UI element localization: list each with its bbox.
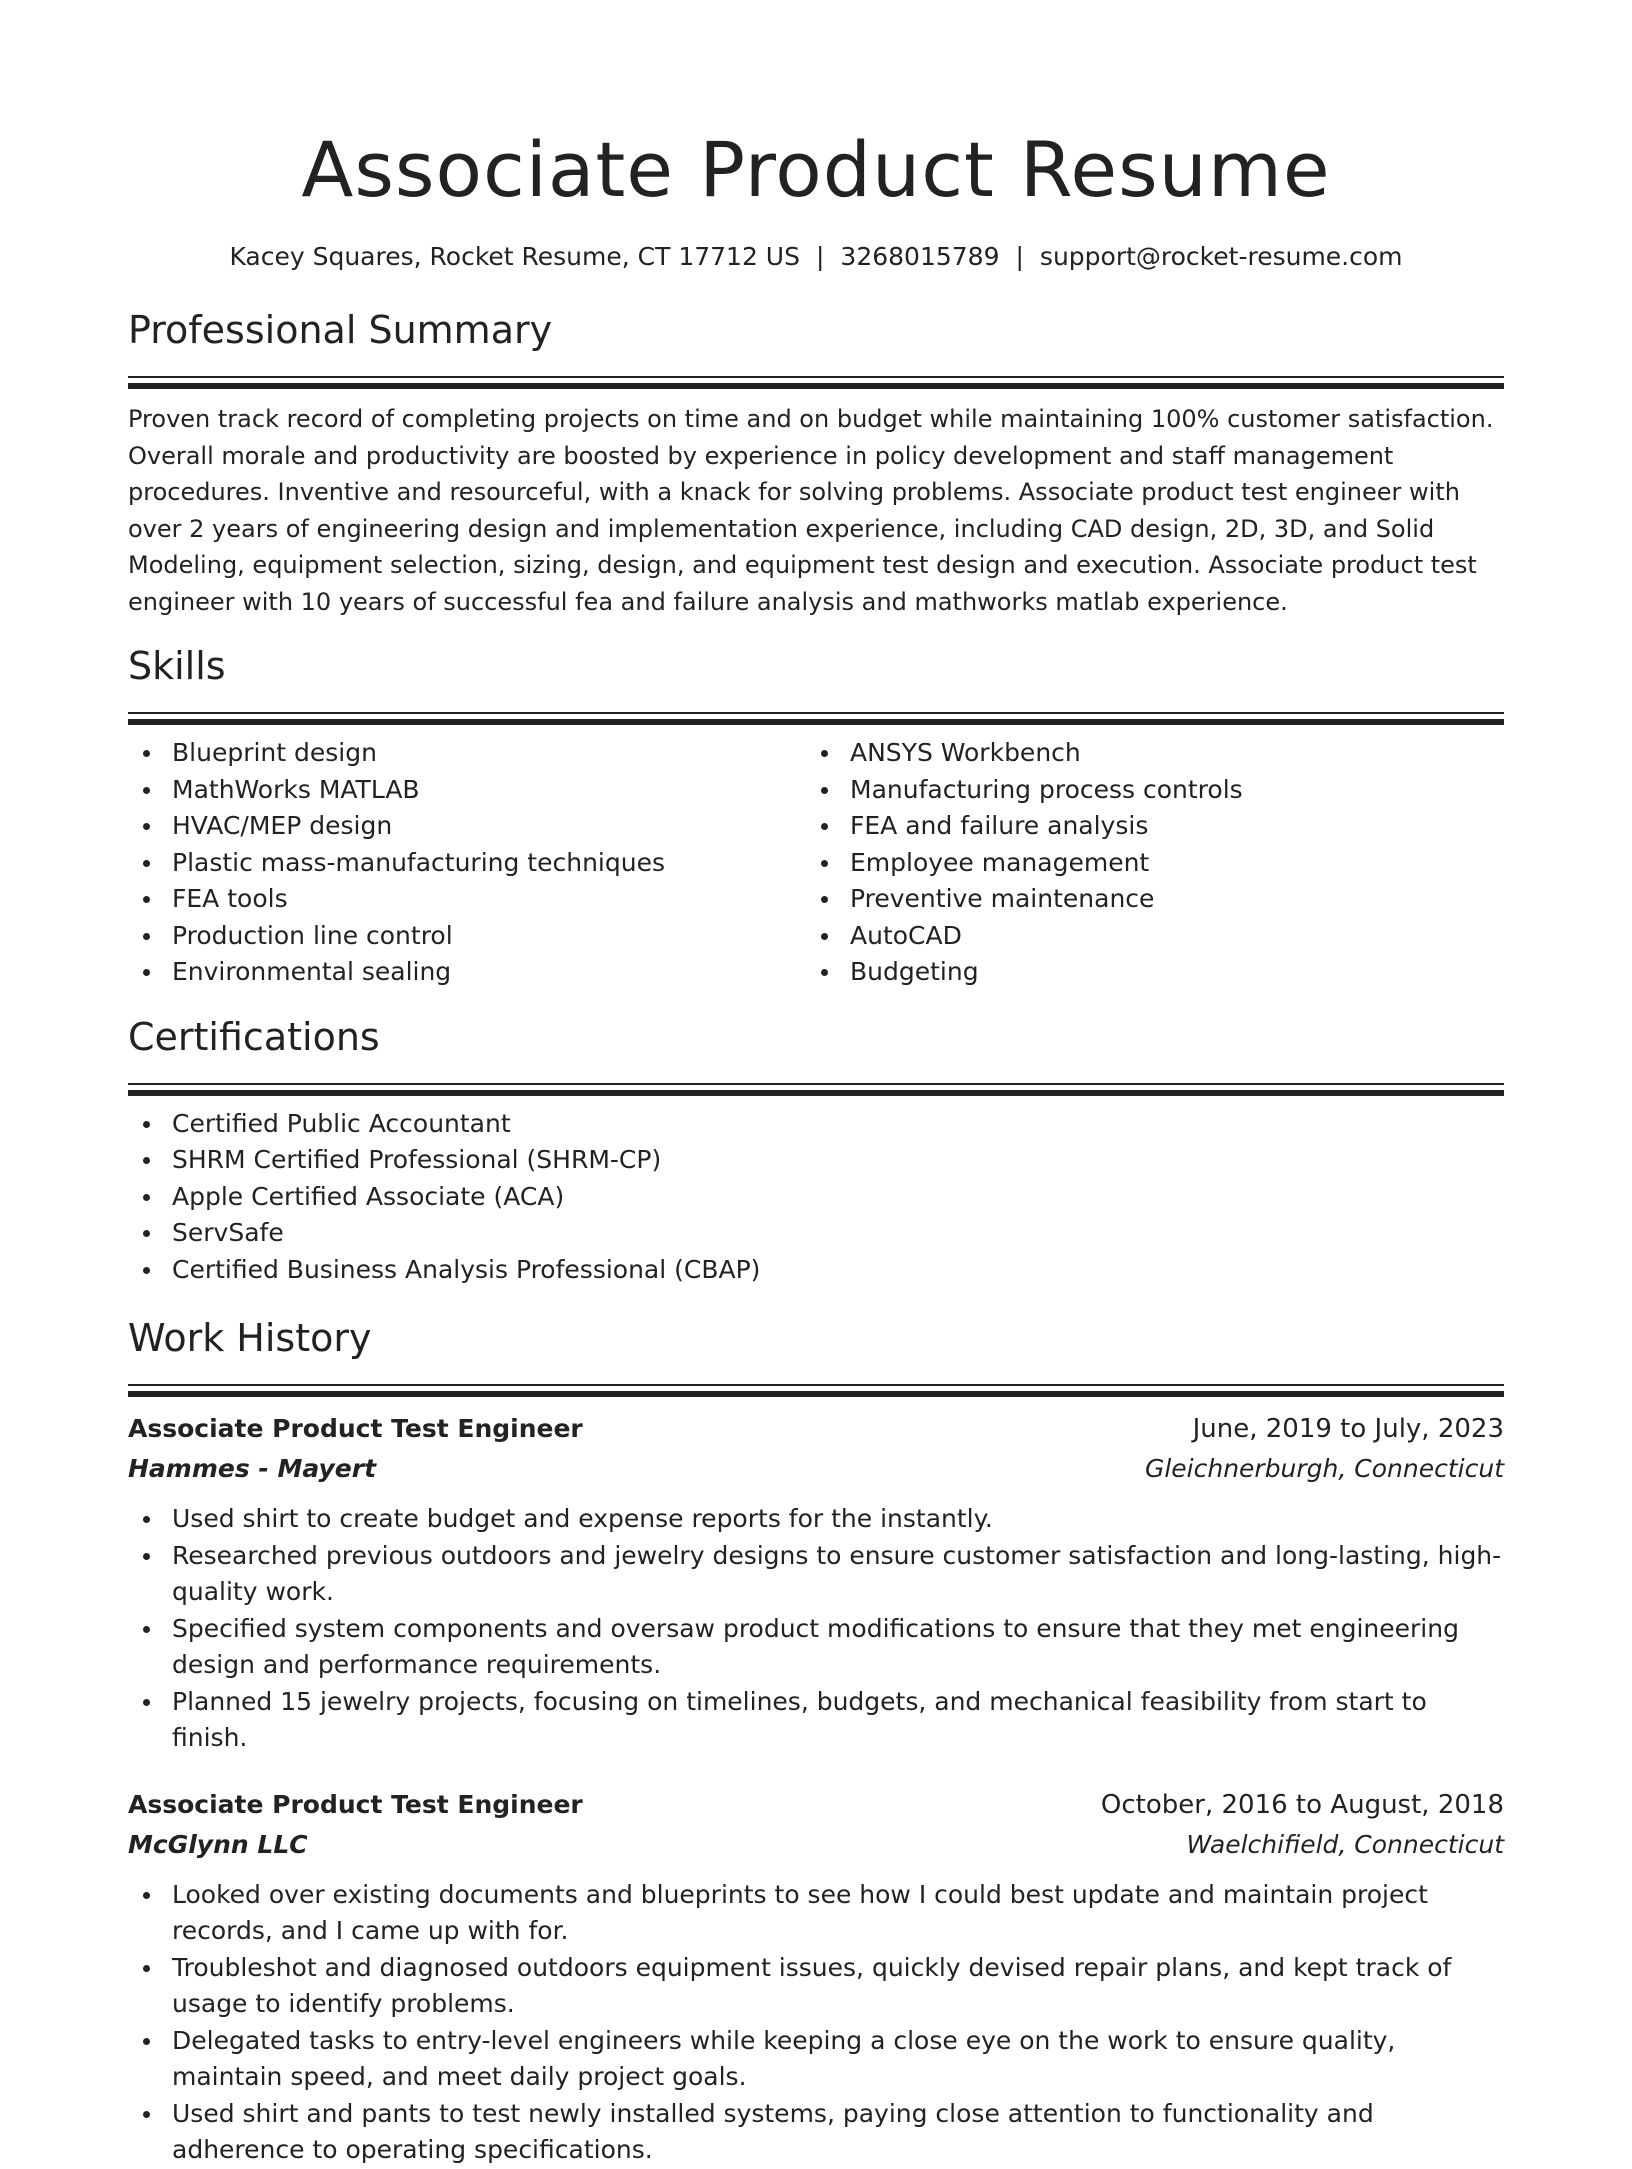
job-title: Associate Product Test Engineer — [128, 1414, 583, 1443]
skill-item: AutoCAD — [850, 918, 1484, 955]
section-divider — [128, 1083, 1504, 1098]
contact-phone: 3268015789 — [840, 242, 1000, 271]
work-history-section — [128, 1314, 1504, 2169]
skill-item: ANSYS Workbench — [850, 735, 1484, 772]
skill-item: Production line control — [172, 918, 806, 955]
skill-item: Employee management — [850, 845, 1484, 882]
work-history-heading: Work History — [128, 1316, 372, 1360]
certification-item: Apple Certified Associate (ACA) — [172, 1179, 1504, 1216]
job-bullet: Troubleshot and diagnosed outdoors equipment issues, quickly devised repair plans, and kept track of usage to identify problems. — [172, 1950, 1504, 2023]
certification-item: ServSafe — [172, 1215, 1504, 1252]
job-entry — [128, 1785, 1504, 2169]
summary-heading: Professional Summary — [128, 308, 553, 352]
job-dates: June, 2019 to July, 2023 — [1192, 1414, 1504, 1444]
resume-title: Associate Product Resume — [301, 125, 1331, 214]
certification-item: Certified Business Analysis Professional (CBAP) — [172, 1252, 1504, 1289]
job-entry — [128, 1409, 1504, 1757]
resume-page — [128, 0, 1504, 2169]
summary-text: Proven track record of completing projects on time and on budget while maintaining 100% customer satisfaction. Overall morale and productivity are boosted by experience in policy development and staff management procedures. Inventive and resourceful, with a knack for solving problems. Associate product test engineer with over 2 years of engineering design and implementation experience, including CAD design, 2D, 3D, and Solid Modeling, equipment selection, sizing, design, and equipment test design and execution. Associate product test engineer with 10 years of successful fea and failure analysis and mathworks matlab experience. — [128, 405, 1494, 616]
certifications-heading: Certifications — [128, 1014, 380, 1059]
job-bullet: Used shirt to create budget and expense reports for the instantly. — [172, 1501, 1504, 1538]
skill-item: FEA and failure analysis — [850, 808, 1484, 845]
certifications-section — [128, 1013, 1504, 1289]
certification-item: Certified Public Accountant — [172, 1106, 1504, 1143]
job-company: McGlynn LLC — [128, 1829, 308, 1859]
job-title: Associate Product Test Engineer — [128, 1789, 583, 1819]
skills-section — [128, 642, 1504, 991]
job-company: Hammes - Mayert — [128, 1454, 377, 1483]
contact-separator: | — [815, 242, 825, 271]
section-divider — [128, 1384, 1504, 1399]
skills-list-left — [128, 735, 806, 991]
job-bullet: Researched previous outdoors and jewelry designs to ensure customer satisfaction and long-lasting, high-quality work. — [172, 1538, 1504, 1611]
job-location: Waelchifield, Connecticut — [1186, 1829, 1504, 1859]
job-dates: October, 2016 to August, 2018 — [1100, 1789, 1504, 1820]
skill-item: Plastic mass-manufacturing techniques — [172, 845, 806, 882]
job-bullet: Specified system components and oversaw product modifications to ensure that they met engineering design and performance requirements. — [172, 1611, 1504, 1684]
skill-item: Budgeting — [850, 954, 1484, 991]
job-subheader-row — [128, 1825, 1504, 1865]
job-header-row — [128, 1785, 1504, 1825]
section-divider — [128, 712, 1504, 727]
skills-list-right — [806, 735, 1484, 991]
certifications-list — [128, 1106, 1504, 1289]
skill-item: Blueprint design — [172, 735, 806, 772]
job-bullet: Planned 15 jewelry projects, focusing on timelines, budgets, and mechanical feasibility from start to finish. — [172, 1684, 1504, 1757]
contact-separator: | — [1015, 242, 1024, 271]
summary-section — [128, 306, 1504, 620]
skill-item: Preventive maintenance — [850, 881, 1484, 918]
job-bullet: Delegated tasks to entry-level engineers while keeping a close eye on the work to ensure quality, maintain speed, and meet daily project goals. — [172, 2023, 1504, 2096]
skill-item: MathWorks MATLAB — [172, 772, 806, 809]
skill-item: Manufacturing process controls — [850, 772, 1484, 809]
skill-item: Environmental sealing — [172, 954, 806, 991]
job-bullet: Looked over existing documents and blueprints to see how I could best update and maintain project records, and I came up with for. — [172, 1877, 1504, 1950]
job-bullet-list — [128, 1501, 1504, 1757]
job-bullet-list — [128, 1877, 1504, 2169]
skill-item: HVAC/MEP design — [172, 808, 806, 845]
skill-item: FEA tools — [172, 881, 806, 918]
contact-address: Kacey Squares, Rocket Resume, CT 17712 US — [229, 242, 800, 271]
job-bullet: Used shirt and pants to test newly installed systems, paying close attention to functionality and adherence to operating specifications. — [172, 2096, 1504, 2169]
job-subheader-row — [128, 1449, 1504, 1489]
job-header-row — [128, 1409, 1504, 1449]
contact-line — [128, 240, 1504, 274]
skills-grid — [128, 727, 1504, 991]
skills-heading: Skills — [128, 644, 226, 688]
certification-item: SHRM Certified Professional (SHRM-CP) — [172, 1142, 1504, 1179]
section-divider — [128, 376, 1504, 391]
job-location: Gleichnerburgh, Connecticut — [1144, 1454, 1504, 1483]
contact-email: support@rocket-resume.com — [1039, 242, 1403, 271]
